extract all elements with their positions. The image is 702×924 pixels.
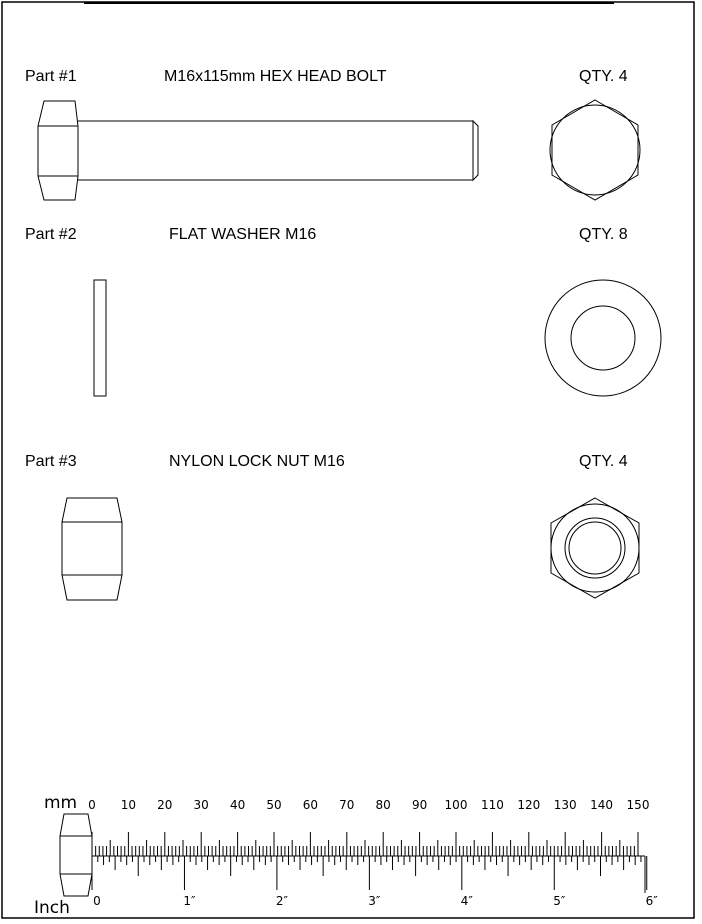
mm-tick-label: 110 xyxy=(480,798,504,812)
flat-washer-side-view xyxy=(94,280,106,396)
part-3-qty: QTY. 4 xyxy=(579,453,628,470)
mm-tick-label: 100 xyxy=(444,798,468,812)
inch-tick-label: 4″ xyxy=(460,894,473,908)
hex-bolt-head-top-view xyxy=(550,100,640,200)
part-2-name: FLAT WASHER M16 xyxy=(169,226,317,243)
mm-tick-label: 80 xyxy=(375,798,391,812)
part-2-number: Part #2 xyxy=(25,226,77,243)
hex-bolt-side-view xyxy=(38,101,478,200)
inch-tick-label: 2″ xyxy=(275,894,288,908)
part-3-name: NYLON LOCK NUT M16 xyxy=(169,453,345,470)
inch-tick-labels xyxy=(93,894,658,908)
mm-tick-label: 120 xyxy=(517,798,541,812)
lock-nut-top-view xyxy=(551,498,639,598)
ruler-shaft xyxy=(92,856,645,893)
mm-tick-label: 70 xyxy=(339,798,355,812)
mm-tick-marks xyxy=(92,832,638,856)
mm-tick-label: 50 xyxy=(266,798,282,812)
inch-tick-label: 0 xyxy=(93,894,101,908)
mm-tick-label: 150 xyxy=(626,798,650,812)
inch-tick-label: 6″ xyxy=(645,894,658,908)
ruler-mm-label: mm xyxy=(44,793,78,813)
inch-tick-label: 1″ xyxy=(183,894,196,908)
inch-tick-label: 3″ xyxy=(368,894,381,908)
ruler-bolt-head xyxy=(60,814,92,896)
mm-tick-label: 0 xyxy=(88,798,96,812)
mm-tick-label: 140 xyxy=(590,798,614,812)
part-1-number: Part #1 xyxy=(25,68,77,85)
part-2-qty: QTY. 8 xyxy=(579,226,628,243)
part-3-number: Part #3 xyxy=(25,453,77,470)
part-1-name: M16x115mm HEX HEAD BOLT xyxy=(164,68,387,85)
inch-tick-label: 5″ xyxy=(553,894,566,908)
inch-tick-marks xyxy=(92,856,647,890)
mm-tick-label: 130 xyxy=(553,798,577,812)
mm-tick-label: 30 xyxy=(193,798,209,812)
lock-nut-side-view xyxy=(62,498,122,600)
ruler-inch-label: Inch xyxy=(34,898,70,918)
mm-tick-label: 40 xyxy=(229,798,246,812)
mm-tick-label: 60 xyxy=(302,798,319,812)
mm-tick-label: 90 xyxy=(411,798,428,812)
part-1-qty: QTY. 4 xyxy=(579,68,628,85)
mm-tick-label: 10 xyxy=(120,798,137,812)
mm-tick-label: 20 xyxy=(157,798,173,812)
flat-washer-top-view xyxy=(545,280,661,396)
mm-tick-labels xyxy=(88,798,649,812)
